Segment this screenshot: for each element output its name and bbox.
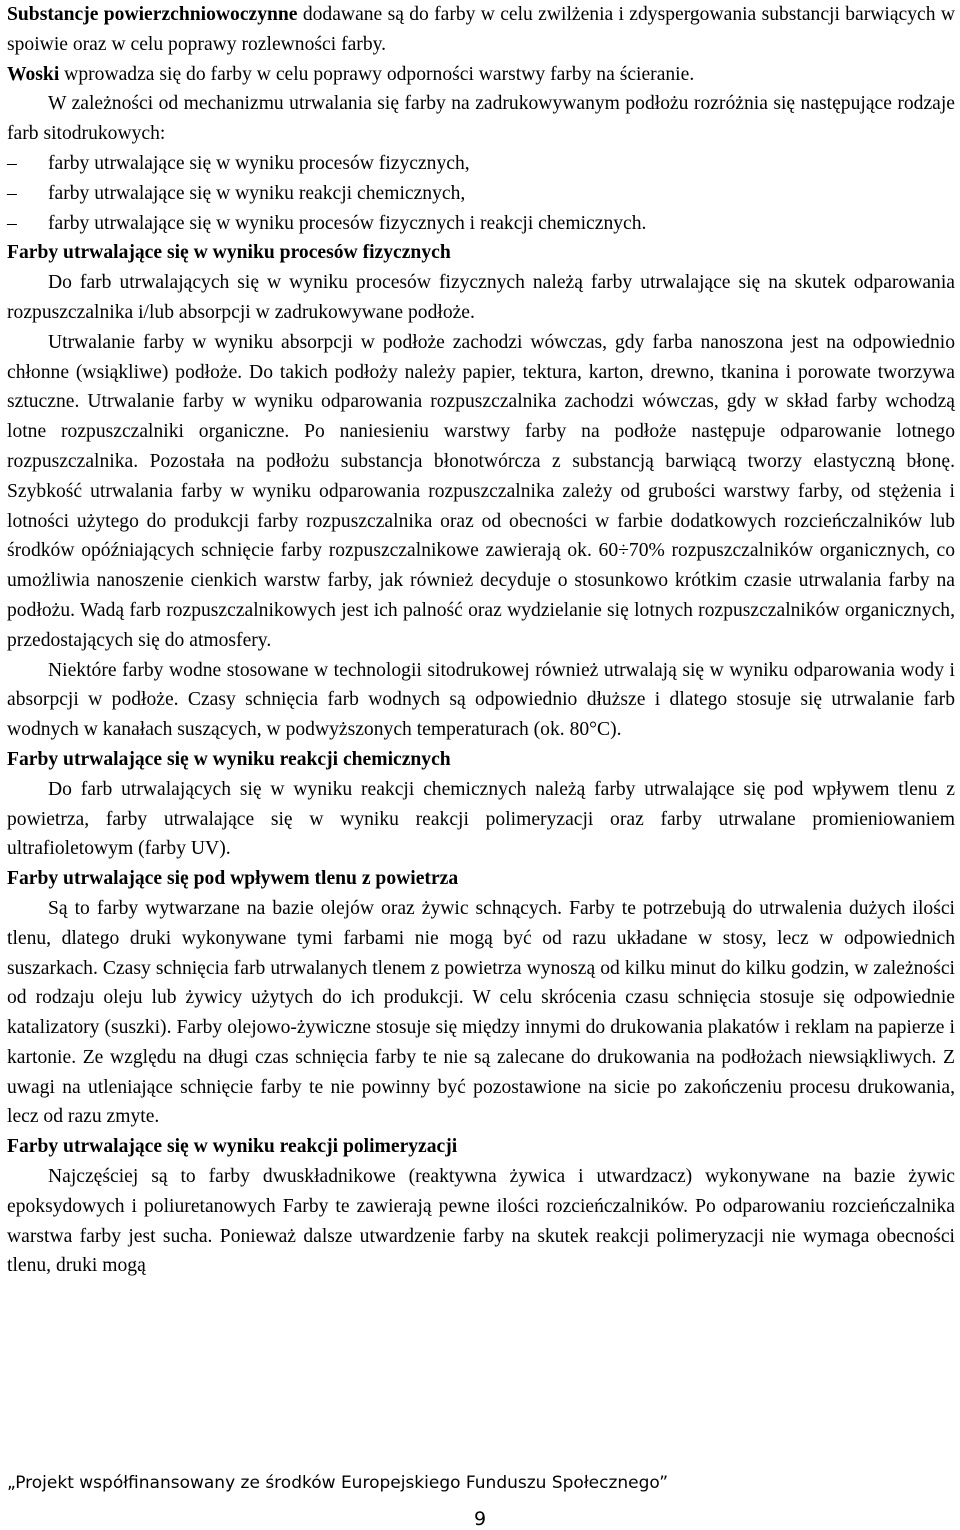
list-item-text: farby utrwalające się w wyniku procesów fizycznych,	[48, 152, 470, 174]
paragraph-physical-intro: Do farb utrwalających się w wyniku procesów fizycznych należą farby utrwalające się na skutek odparowania rozpuszczalnika i/lub absorpcji w zadrukowywane podłoże.	[7, 272, 955, 323]
list-item	[7, 179, 955, 209]
paragraph-surfactants	[7, 0, 955, 60]
paragraph-waxes	[7, 60, 955, 90]
paragraph-chemical-intro: Do farb utrwalających się w wyniku reakcji chemicznych należą farby utrwalające się pod wpływem tlenu z powietrza, farby utrwalające się w wyniku reakcji polimeryzacji oraz farby utrwalane promieniowaniem ultrafioletowym (farby UV).	[7, 778, 955, 860]
paragraph-oxygen-inks: Są to farby wytwarzane na bazie olejów oraz żywic schnących. Farby te potrzebują do utrwalenia dużych ilości tlenu, dlatego druki wykonywane tymi farbami nie mogą być od razu układane w stosy, lecz w odpowiednich suszarkach. Czasy schnięcia farb utrwalanych tlenem z powietrza wynoszą od kilku minut do kilku godzin, w zależności od rodzaju oleju lub żywicy użytych do ich produkcji. W celu skrócenia czasu schnięcia stosuje się odpowiednie katalizatory (suszki). Farby olejowo-żywiczne stosuje się między innymi do drukowania plakatów i reklam na papierze i kartonie. Ze względu na długi czas schnięcia farby te nie są zalecane do drukowania na podłożach niewsiąkliwych. Z uwagi na utleniające schnięcie farby te nie powinny być pozostawione na sicie po zakończeniu procesu drukowania, lecz od razu zmyte.	[7, 897, 955, 1128]
section-heading-polymerization: Farby utrwalające się w wyniku reakcji polimeryzacji	[7, 1136, 458, 1158]
dash-bullet: –	[7, 182, 17, 204]
paragraph-absorption-evaporation: Utrwalanie farby w wyniku absorpcji w podłoże zachodzi wówczas, gdy farba nanoszona jest na odpowiednio chłonne (wsiąkliwe) podłoże. Do takich podłoży należy papier, tektura, karton, drewno, tkanina i porowate tworzywa sztuczne. Utrwalanie farby w wyniku odparowania rozpuszczalnika zachodzi wówczas, gdy w skład farby wchodzą lotne rozpuszczalniki organiczne. Po naniesieniu warstwy farby na podłoże następuje odparowanie lotnego rozpuszczalnika. Pozostała na podłożu substancja błonotwórcza z substancją barwiącą tworzy elastyczną błonę. Szybkość utrwalania farby w wyniku odparowania rozpuszczalnika zależy od grubości warstwy farby, od stężenia i lotności użytego do produkcji farby rozpuszczalnika oraz od obecności w farbie dodatkowych rozcieńczalników lub środków opóźniających schnięcie farby rozpuszczalnikowe zawierają ok. 60÷70% rozpuszczalników organicznych, co umożliwia nanoszenie cienkich warstw farby, jak również decyduje o stosunkowo krótkim czasie utrwalania farby na podłożu. Wadą farb rozpuszczalnikowych jest ich palność oraz wydzielanie się lotnych rozpuszczalników organicznych, przedostających się do atmosfery.	[7, 331, 955, 651]
paragraph-water-inks: Niektóre farby wodne stosowane w technologii sitodrukowej również utrwalają się w wyniku odparowania wody i absorpcji w podłoże. Czasy schnięcia farb wodnych są odpowiednio dłuższe i dlatego stosuje się utrwalanie farb wodnych w kanałach suszących, w podwyższonych temperaturach (ok. 80°C).	[7, 659, 955, 741]
list-item-text: farby utrwalające się w wyniku procesów fizycznych i reakcji chemicznych.	[48, 212, 647, 234]
section-heading-chemical: Farby utrwalające się w wyniku reakcji chemicznych	[7, 748, 451, 770]
section-heading-oxygen: Farby utrwalające się pod wpływem tlenu z powietrza	[7, 868, 459, 890]
term-waxes: Woski	[7, 63, 60, 85]
section-heading-physical: Farby utrwalające się w wyniku procesów fizycznych	[7, 242, 451, 264]
document-page	[7, 0, 955, 1281]
dash-bullet: –	[7, 212, 17, 234]
ink-types-list	[7, 149, 955, 238]
list-item	[7, 209, 955, 239]
paragraph-text: wprowadza się do farby w celu poprawy odporności warstwy farby na ścieranie.	[59, 63, 695, 85]
dash-bullet: –	[7, 152, 17, 174]
paragraph-ink-types-intro: W zależności od mechanizmu utrwalania się farby na zadrukowywanym podłożu rozróżnia się następujące rodzaje farb sitodrukowych:	[7, 93, 955, 145]
term-surfactants: Substancje powierzchniowoczynne	[7, 4, 298, 25]
page-number: 9	[473, 1508, 487, 1530]
list-item	[7, 149, 955, 179]
list-item-text: farby utrwalające się w wyniku reakcji chemicznych,	[48, 182, 466, 204]
paragraph-polymerization: Najczęściej są to farby dwuskładnikowe (reaktywna żywica i utwardzacz) wykonywane na bazie żywic epoksydowych i poliuretanowych Farby te zawierają pewne ilości rozcieńczalników. Po odparowaniu rozcieńczalnika warstwa farby jest sucha. Ponieważ dalsze utwardzenie farby na skutek reakcji polimeryzacji nie wymaga obecności tlenu, druki mogą	[7, 1166, 955, 1277]
paragraph-text: dodawane są do farby w celu zwilżenia i zdyspergowania substancji barwiących w spoiwie oraz w celu poprawy rozlewności farby.	[7, 4, 956, 55]
footer-funding-note: „Projekt współfinansowany ze środków Europejskiego Funduszu Społecznego”	[7, 1473, 669, 1493]
